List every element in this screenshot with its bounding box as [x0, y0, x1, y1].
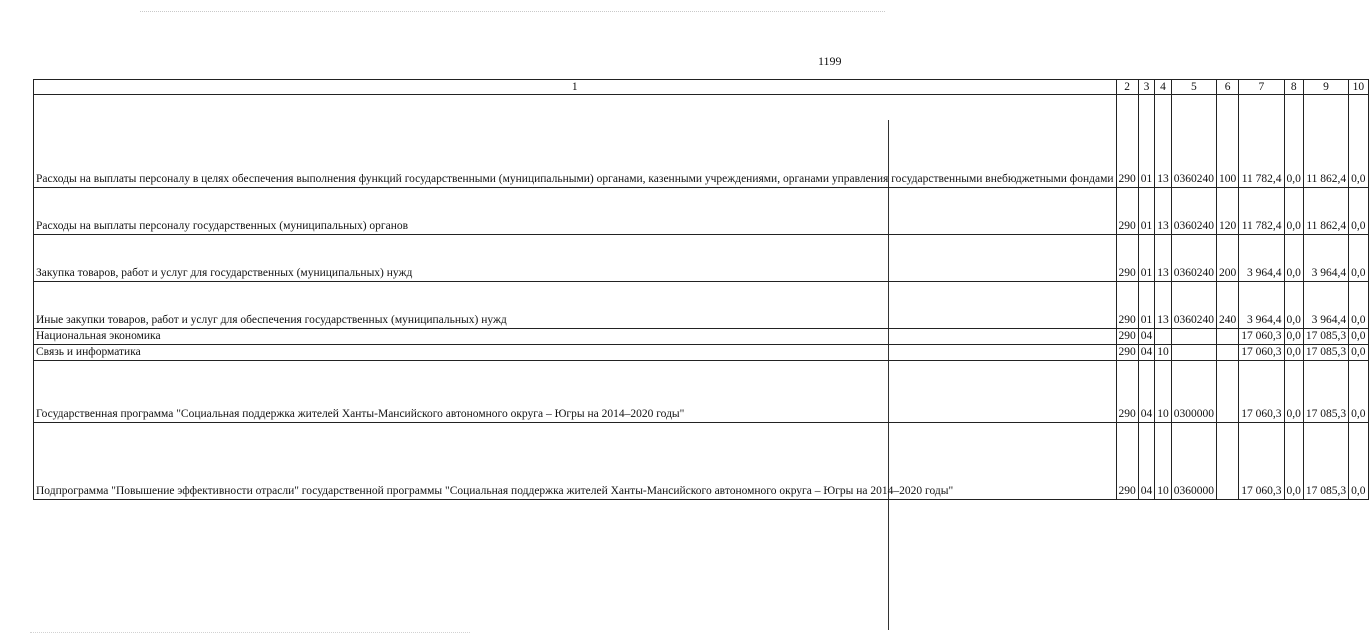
- cell-amount: 0,0: [1284, 423, 1303, 500]
- cell-code: 290: [1116, 361, 1138, 423]
- cell-amount: 0,0: [1284, 235, 1303, 282]
- cell-expense-type: [1217, 345, 1239, 361]
- cell-subsection: 13: [1155, 188, 1172, 235]
- cell-section: 01: [1138, 95, 1155, 188]
- cell-code: 290: [1116, 282, 1138, 329]
- cell-amount: 3 964,4: [1239, 235, 1284, 282]
- cell-amount: 17 085,3: [1303, 361, 1348, 423]
- row-name: Подпрограмма "Повышение эффективности отрасли" государственной программы "Социальная поддержка жителей Ханты-Мансийского автономного округа – Югры на 2014–2020 годы": [34, 423, 1117, 500]
- cell-amount: 0,0: [1349, 188, 1368, 235]
- column-header: 5: [1171, 80, 1216, 95]
- cell-section: 04: [1138, 361, 1155, 423]
- cell-subsection: 13: [1155, 95, 1172, 188]
- cell-expense-type: 120: [1217, 188, 1239, 235]
- cell-subsection: 10: [1155, 361, 1172, 423]
- cell-amount: 0,0: [1349, 235, 1368, 282]
- cell-amount: 0,0: [1349, 282, 1368, 329]
- column-header: 7: [1239, 80, 1284, 95]
- cell-amount: 17 085,3: [1303, 423, 1348, 500]
- cell-expense-type: [1217, 423, 1239, 500]
- row-name: Государственная программа "Социальная поддержка жителей Ханты-Мансийского автономного округа – Югры на 2014–2020 годы": [34, 361, 1117, 423]
- cell-amount: 3 964,4: [1303, 282, 1348, 329]
- cell-amount: 17 060,3: [1239, 345, 1284, 361]
- cell-amount: 11 782,4: [1239, 188, 1284, 235]
- cell-expense-type: 240: [1217, 282, 1239, 329]
- cell-amount: 11 862,4: [1303, 95, 1348, 188]
- cell-amount: 0,0: [1284, 282, 1303, 329]
- row-name: Расходы на выплаты персоналу в целях обеспечения выполнения функций государственными (муниципальными) органами, казенными учреждениями, органами управления государственными внебюджетными фондами: [34, 95, 1117, 188]
- row-name: Расходы на выплаты персоналу государственных (муниципальных) органов: [34, 188, 1117, 235]
- cell-code: 290: [1116, 423, 1138, 500]
- column-header: 9: [1303, 80, 1348, 95]
- table-row: [34, 423, 1369, 500]
- cell-amount: 17 085,3: [1303, 329, 1348, 345]
- cell-section: 01: [1138, 235, 1155, 282]
- column-header: 6: [1217, 80, 1239, 95]
- cell-target: 0360240: [1171, 235, 1216, 282]
- budget-table: [33, 79, 1369, 500]
- cell-code: 290: [1116, 345, 1138, 361]
- table-row: [34, 345, 1369, 361]
- page-number: 1199: [818, 54, 842, 68]
- scan-artifact-top: [140, 11, 885, 12]
- cell-target: 0360240: [1171, 188, 1216, 235]
- cell-amount: 17 060,3: [1239, 361, 1284, 423]
- cell-amount: 0,0: [1284, 188, 1303, 235]
- cell-target: [1171, 329, 1216, 345]
- cell-target: 0360240: [1171, 282, 1216, 329]
- cell-target: 0300000: [1171, 361, 1216, 423]
- table-row: [34, 282, 1369, 329]
- row-name: Национальная экономика: [34, 329, 1117, 345]
- cell-subsection: 13: [1155, 235, 1172, 282]
- cell-expense-type: 100: [1217, 95, 1239, 188]
- column-header: 3: [1138, 80, 1155, 95]
- row-name: Связь и информатика: [34, 345, 1117, 361]
- cell-amount: 17 060,3: [1239, 329, 1284, 345]
- cell-section: 01: [1138, 282, 1155, 329]
- cell-expense-type: [1217, 329, 1239, 345]
- cell-subsection: 10: [1155, 423, 1172, 500]
- table-row: [34, 188, 1369, 235]
- table-row: [34, 361, 1369, 423]
- scan-artifact-bottom: [30, 632, 470, 633]
- cell-amount: 11 862,4: [1303, 188, 1348, 235]
- cell-amount: 0,0: [1349, 95, 1368, 188]
- table-row: [34, 329, 1369, 345]
- cell-amount: 3 964,4: [1303, 235, 1348, 282]
- cell-target: 0360000: [1171, 423, 1216, 500]
- cell-amount: 17 060,3: [1239, 423, 1284, 500]
- cell-amount: 0,0: [1284, 329, 1303, 345]
- table-row: [34, 95, 1369, 188]
- row-name: Закупка товаров, работ и услуг для государственных (муниципальных) нужд: [34, 235, 1117, 282]
- cell-section: 04: [1138, 345, 1155, 361]
- cell-subsection: 13: [1155, 282, 1172, 329]
- cell-amount: 0,0: [1349, 329, 1368, 345]
- cell-code: 290: [1116, 235, 1138, 282]
- cell-code: 290: [1116, 95, 1138, 188]
- cell-expense-type: [1217, 361, 1239, 423]
- column-header: 2: [1116, 80, 1138, 95]
- cell-amount: 0,0: [1349, 345, 1368, 361]
- row-name: Иные закупки товаров, работ и услуг для обеспечения государственных (муниципальных) нужд: [34, 282, 1117, 329]
- cell-subsection: 10: [1155, 345, 1172, 361]
- cell-target: 0360240: [1171, 95, 1216, 188]
- cell-target: [1171, 345, 1216, 361]
- cell-section: 04: [1138, 423, 1155, 500]
- header-row: [34, 80, 1369, 95]
- cell-amount: 11 782,4: [1239, 95, 1284, 188]
- cell-amount: 0,0: [1349, 423, 1368, 500]
- cell-amount: 17 085,3: [1303, 345, 1348, 361]
- cell-amount: 0,0: [1349, 361, 1368, 423]
- cell-amount: 0,0: [1284, 95, 1303, 188]
- column-header: 10: [1349, 80, 1368, 95]
- cell-section: 04: [1138, 329, 1155, 345]
- table-row: [34, 235, 1369, 282]
- column-header: 1: [34, 80, 1117, 95]
- column-header: 8: [1284, 80, 1303, 95]
- cell-section: 01: [1138, 188, 1155, 235]
- cell-amount: 0,0: [1284, 345, 1303, 361]
- cell-amount: 0,0: [1284, 361, 1303, 423]
- cell-code: 290: [1116, 188, 1138, 235]
- cell-expense-type: 200: [1217, 235, 1239, 282]
- cell-subsection: [1155, 329, 1172, 345]
- cell-code: 290: [1116, 329, 1138, 345]
- column-header: 4: [1155, 80, 1172, 95]
- cell-amount: 3 964,4: [1239, 282, 1284, 329]
